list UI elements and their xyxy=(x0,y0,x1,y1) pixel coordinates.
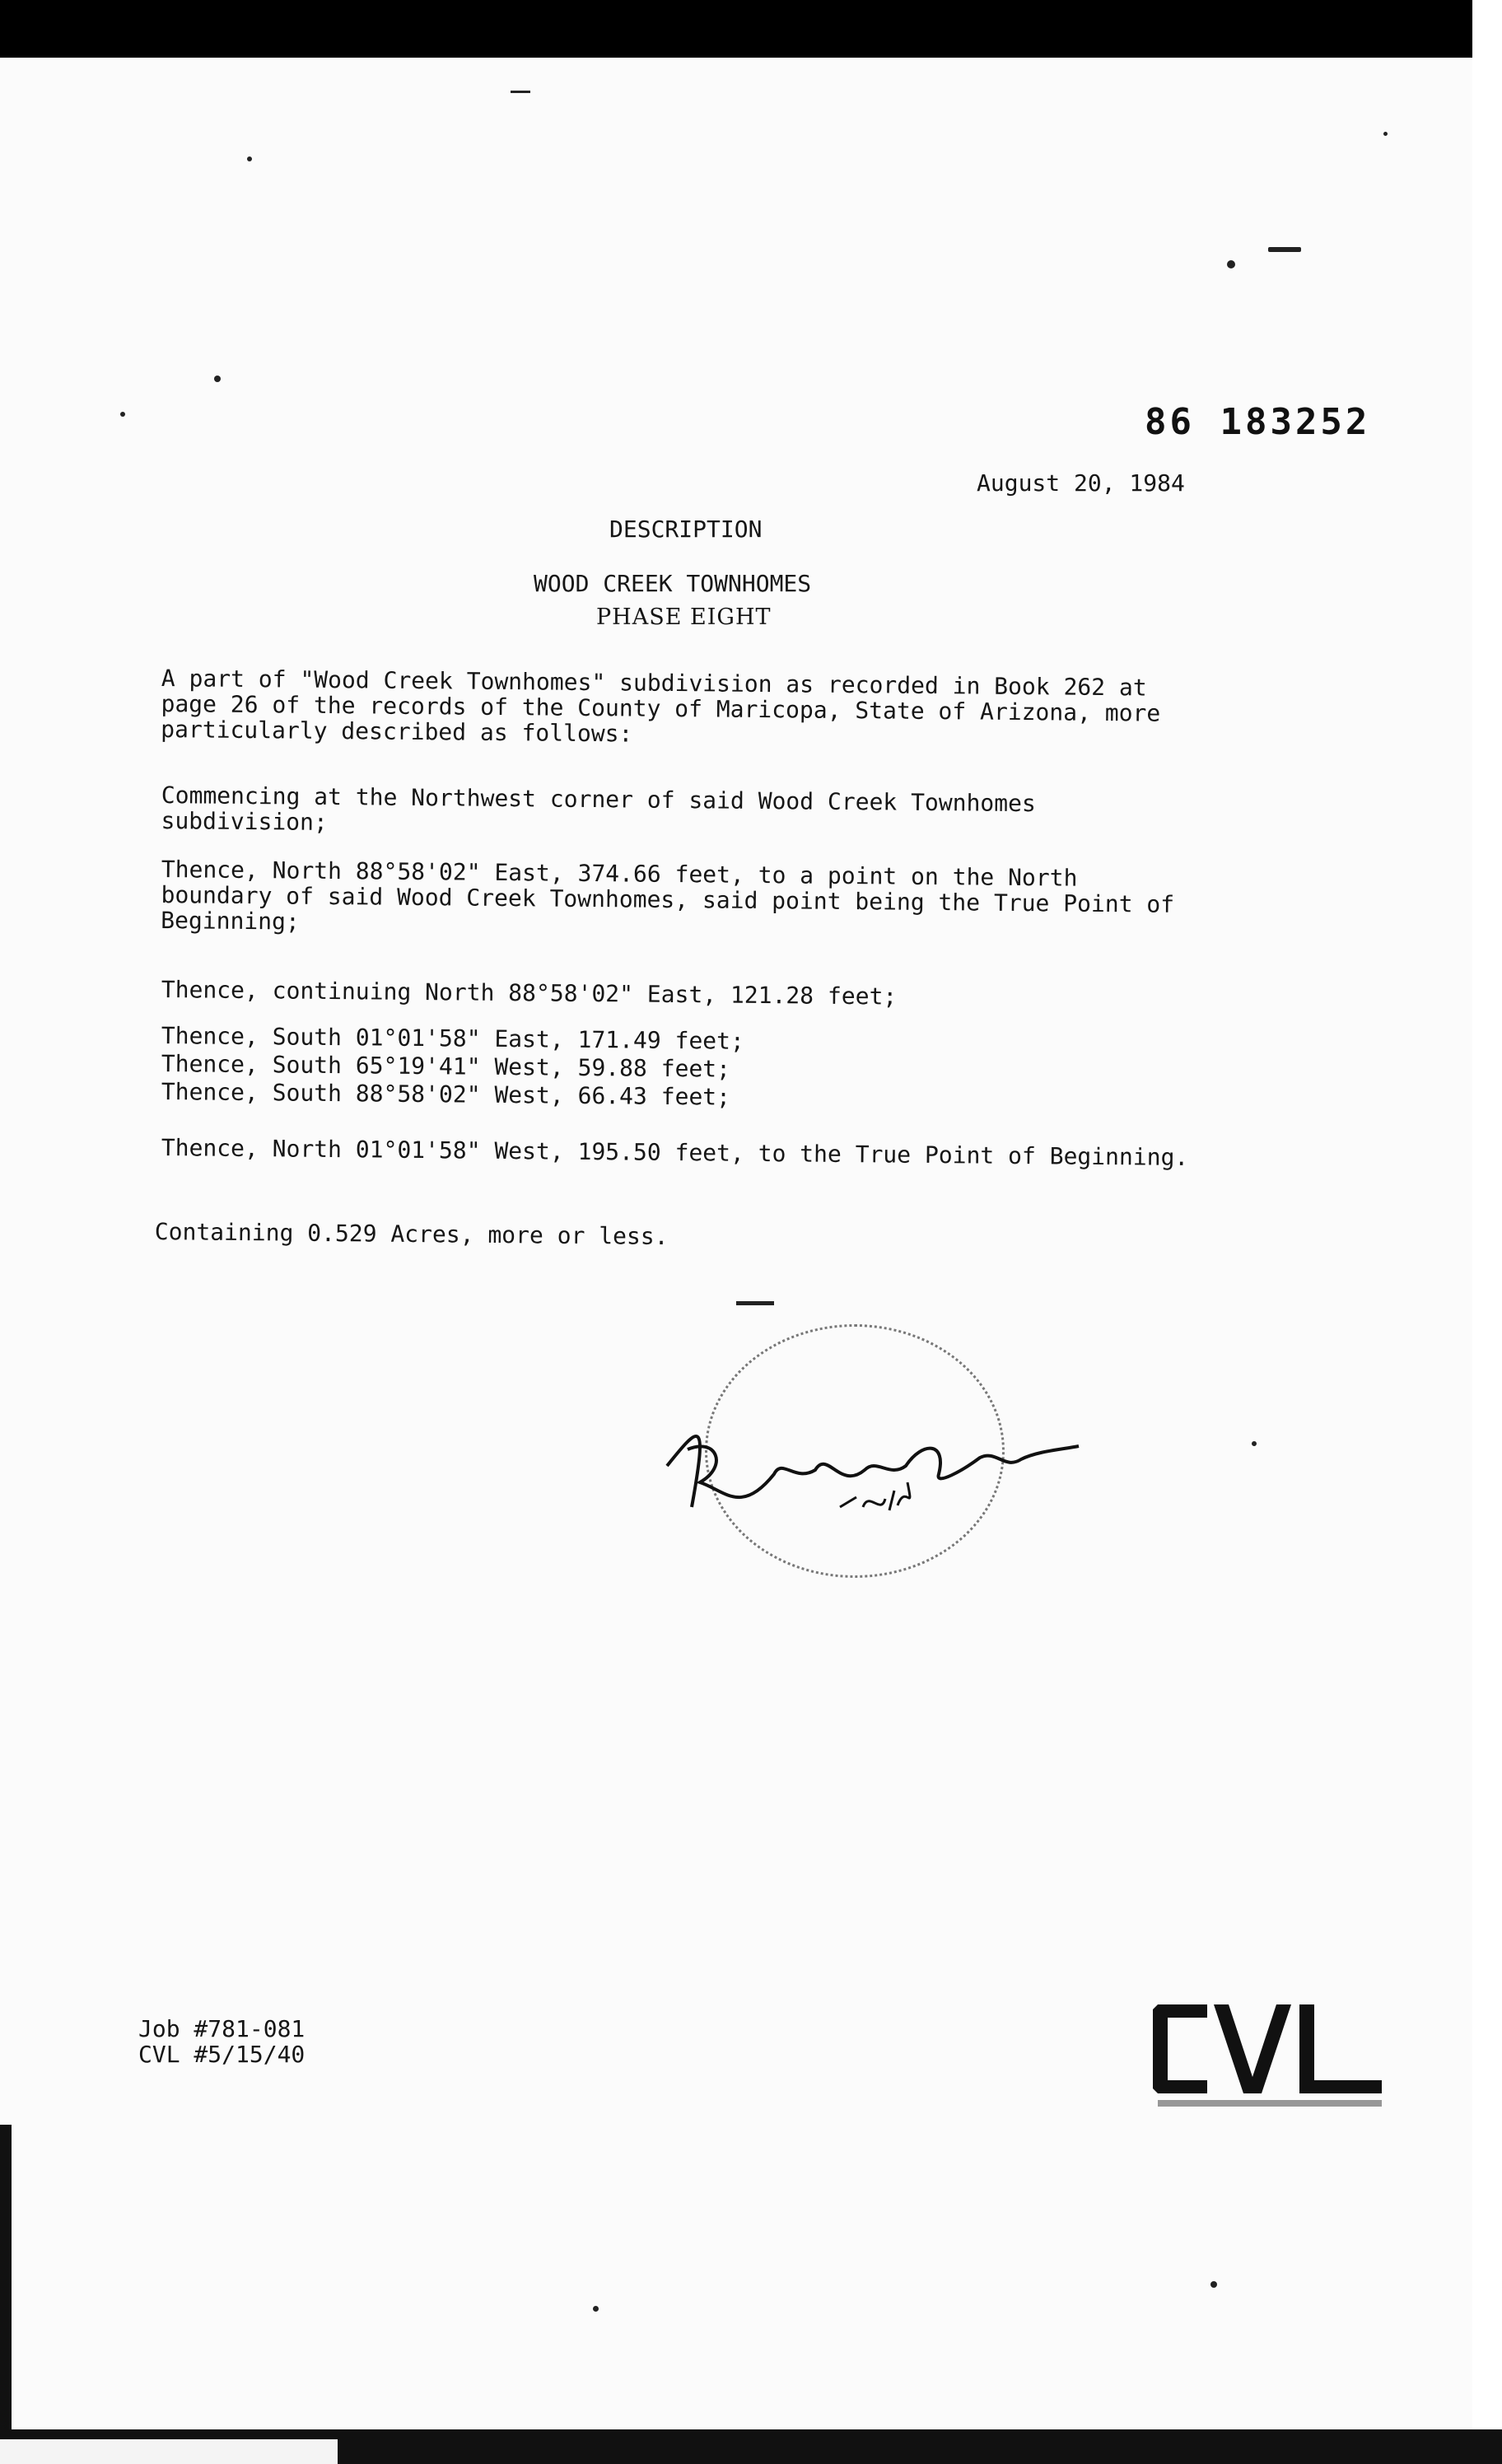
paragraph-thence-3: Thence, South 01°01'58" East, 171.49 feet; xyxy=(161,1022,744,1055)
document-date: August 20, 1984 xyxy=(977,469,1185,497)
document-phase: PHASE EIGHT xyxy=(596,604,772,630)
speck xyxy=(1383,132,1388,136)
speck xyxy=(1210,2281,1217,2288)
paragraph-thence-4: Thence, South 65°19'41" West, 59.88 feet; xyxy=(161,1050,731,1083)
speck xyxy=(511,91,530,93)
job-number-line: Job #781-081 xyxy=(138,2015,306,2042)
document-heading: DESCRIPTION xyxy=(609,516,763,543)
cvl-ref-line: CVL #5/15/40 xyxy=(138,2041,306,2068)
signature xyxy=(651,1392,1087,1540)
job-number xyxy=(138,2016,305,2067)
paragraph-thence-1: Thence, North 88°58'02" East, 374.66 feet, to a point on the North boundary of said Wood Creek Townhomes, said point being the True Point of Beginning; xyxy=(161,856,1175,936)
paragraph-containing: Containing 0.529 Acres, more or less. xyxy=(154,1218,669,1250)
paragraph-thence-5: Thence, South 88°58'02" West, 66.43 feet; xyxy=(161,1078,731,1111)
cvl-logo xyxy=(1150,1998,1388,2113)
speck xyxy=(1252,1441,1257,1446)
document-subtitle: WOOD CREEK TOWNHOMES xyxy=(534,570,812,597)
paragraph-commencing: Commencing at the Northwest corner of said Wood Creek Townhomes subdivision; xyxy=(161,782,1036,836)
speck xyxy=(247,156,252,161)
scan-edge-left xyxy=(0,2125,12,2464)
separator-dash xyxy=(736,1301,774,1305)
document-page xyxy=(0,58,1474,2429)
speck xyxy=(214,376,221,382)
document-number: 86 183252 xyxy=(1145,401,1371,443)
speck xyxy=(1268,247,1301,252)
scan-edge-bottom-tab xyxy=(0,2439,338,2464)
paragraph-thence-6: Thence, North 01°01'58" West, 195.50 feet, to the True Point of Beginning. xyxy=(161,1134,1189,1171)
scan-edge-right xyxy=(1472,0,1502,2464)
paragraph-intro: A part of "Wood Creek Townhomes" subdivision as recorded in Book 262 at page 26 of the records of the County of Maricopa, State of Arizona, more particularly described as follows: xyxy=(161,665,1161,748)
speck xyxy=(1227,260,1235,268)
paragraph-thence-2: Thence, continuing North 88°58'02" East, 121.28 feet; xyxy=(161,976,898,1010)
speck xyxy=(120,412,125,417)
speck xyxy=(593,2306,599,2312)
